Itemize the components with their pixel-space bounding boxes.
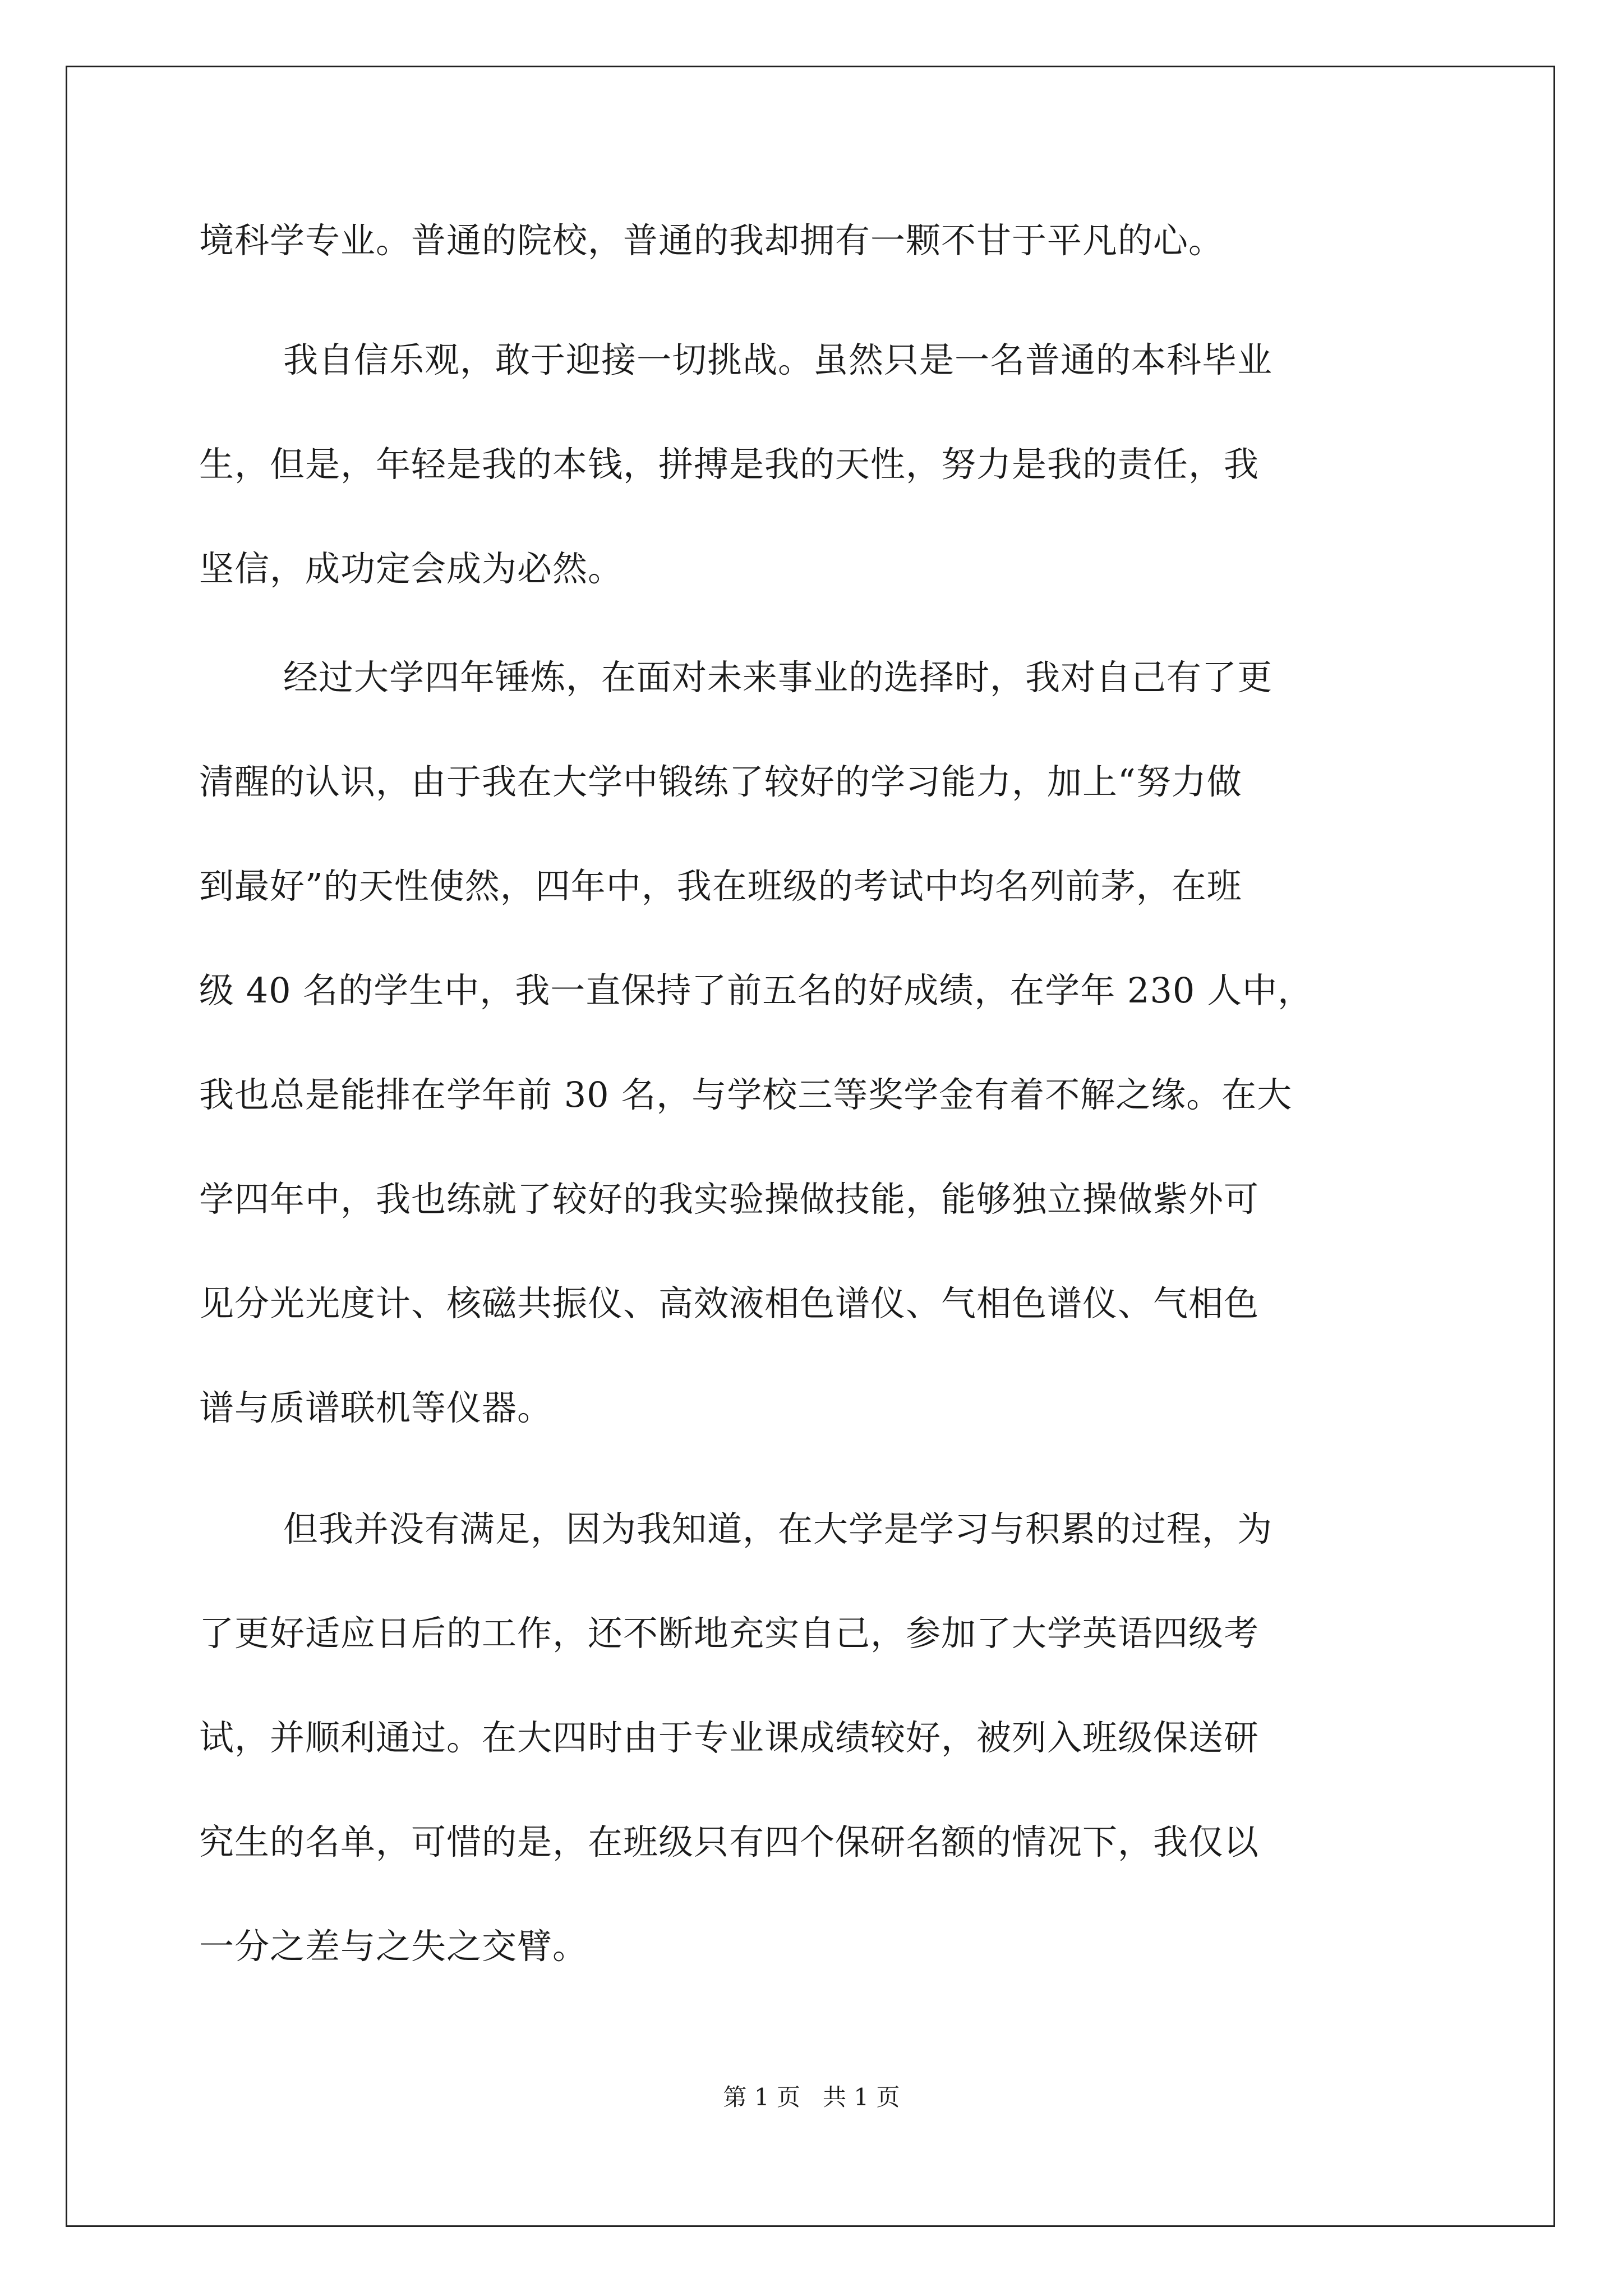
text-line: 级 40 名的学生中，我一直保持了前五名的好成绩，在学年 230 人中， xyxy=(199,970,1313,1011)
text-line: 经过大学四年锤炼，在面对未来事业的选择时，我对自己有了更 xyxy=(283,657,1273,698)
text-line: 谱与质谱联机等仪器。 xyxy=(199,1387,553,1428)
text-line: 究生的名单，可惜的是，在班级只有四个保研名额的情况下，我仅以 xyxy=(199,1821,1260,1862)
page-number-footer: 第 1 页 共 1 页 xyxy=(723,2083,900,2111)
text-line: 生，但是，年轻是我的本钱，拼搏是我的天性，努力是我的责任，我 xyxy=(199,444,1260,485)
text-line: 我也总是能排在学年前 30 名，与学校三等奖学金有着不解之缘。在大 xyxy=(199,1074,1293,1115)
text-line: 但我并没有满足，因为我知道，在大学是学习与积累的过程，为 xyxy=(283,1508,1273,1549)
text-line: 试，并顺利通过。在大四时由于专业课成绩较好，被列入班级保送研 xyxy=(199,1717,1260,1758)
text-line: 清醒的认识，由于我在大学中锻练了较好的学习能力，加上“努力做 xyxy=(199,761,1242,802)
text-line: 了更好适应日后的工作，还不断地充实自己，参加了大学英语四级考 xyxy=(199,1613,1260,1654)
text-line: 一分之差与之失之交臂。 xyxy=(199,1926,588,1967)
text-line: 坚信，成功定会成为必然。 xyxy=(199,548,624,589)
text-line: 见分光光度计、核磁共振仪、高效液相色谱仪、气相色谱仪、气相色 xyxy=(199,1283,1260,1324)
text-line: 学四年中，我也练就了较好的我实验操做技能，能够独立操做紫外可 xyxy=(199,1179,1260,1220)
text-line: 境科学专业。普通的院校，普通的我却拥有一颗不甘于平凡的心。 xyxy=(199,220,1224,261)
text-line: 我自信乐观，敢于迎接一切挑战。虽然只是一名普通的本科毕业 xyxy=(283,339,1273,380)
page-border xyxy=(66,66,1555,2227)
text-line: 到最好”的天性使然，四年中，我在班级的考试中均名列前茅，在班 xyxy=(199,866,1242,907)
